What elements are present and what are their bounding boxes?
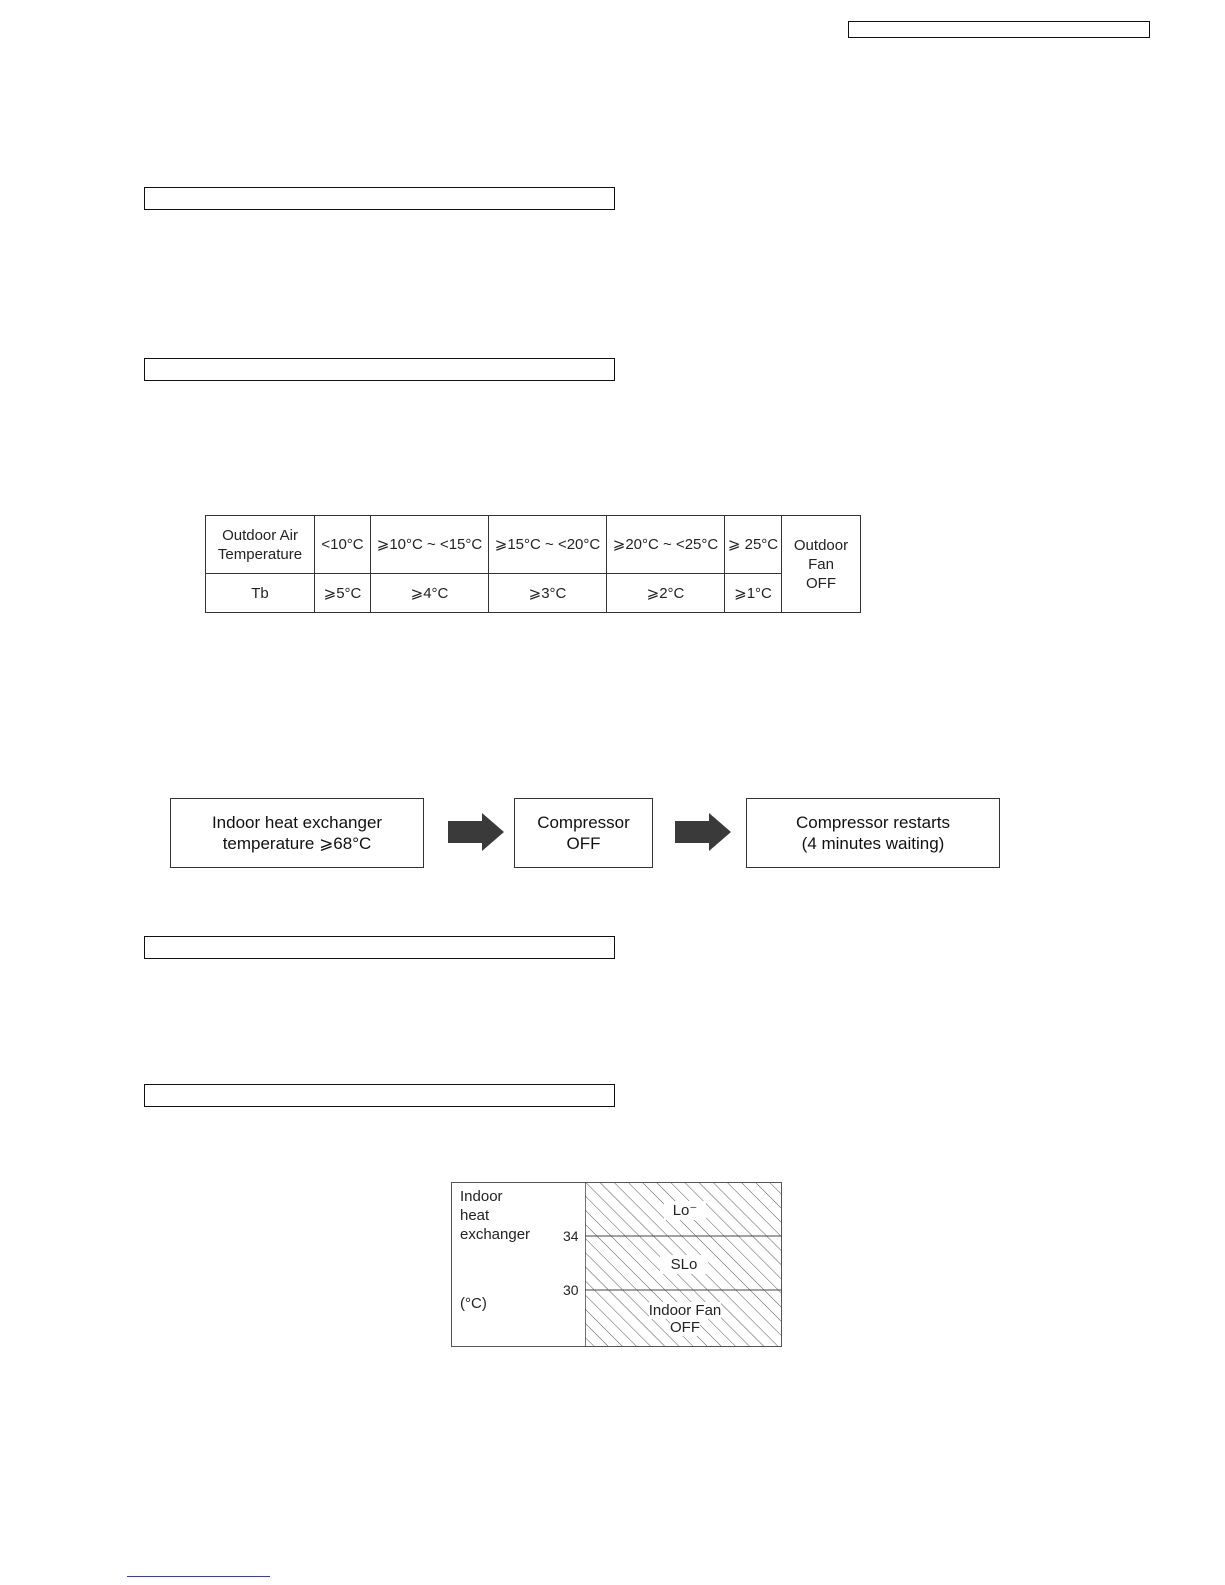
flow-step-heat-exchanger (170, 798, 424, 868)
fan-off-line: Fan (808, 555, 834, 573)
flow-text: Compressor (537, 813, 630, 832)
fan-chart-unit: (°C) (460, 1295, 487, 1312)
flow-text: OFF (566, 834, 601, 853)
zone-lo-label: Lo⁻ (664, 1201, 706, 1220)
table-row (206, 516, 861, 574)
zone-text: Indoor Fan (648, 1302, 722, 1319)
section-heading-box-1 (144, 187, 615, 210)
table-row (206, 574, 861, 613)
fan-off-line: Outdoor (793, 536, 849, 554)
footer-link-underline (127, 1576, 270, 1577)
range-cell: ⩾15°C ~ <20°C (489, 516, 607, 574)
tb-label: Tb (206, 574, 315, 613)
header-box (848, 21, 1150, 38)
axis-label-line: heat (460, 1207, 490, 1224)
flow-step-compressor-off (514, 798, 653, 868)
table-row-header (206, 516, 315, 574)
tb-cell: ⩾1°C (725, 574, 782, 613)
tb-cell: ⩾5°C (315, 574, 371, 613)
fan-off-line: OFF (806, 574, 836, 592)
range-cell: ⩾10°C ~ <15°C (371, 516, 489, 574)
right-arrow-icon (448, 813, 504, 851)
flow-text: Compressor restarts (796, 813, 950, 832)
outdoor-temperature-table (205, 515, 861, 613)
flow-text: temperature ⩾68°C (222, 834, 372, 853)
range-cell: <10°C (315, 516, 371, 574)
section-heading-box-2 (144, 358, 615, 381)
tb-cell: ⩾4°C (371, 574, 489, 613)
threshold-34: 34 (563, 1228, 579, 1244)
section-heading-box-3 (144, 936, 615, 959)
zone-slo-label: SLo (660, 1255, 708, 1274)
axis-label-line: Indoor (460, 1188, 503, 1205)
zone-fan-off-label (646, 1302, 724, 1336)
range-cell: ⩾20°C ~ <25°C (607, 516, 725, 574)
threshold-30: 30 (563, 1282, 579, 1298)
outdoor-fan-off-cell (782, 516, 861, 613)
zone-text: OFF (670, 1319, 700, 1336)
axis-label-line: exchanger (460, 1226, 531, 1243)
tb-cell: ⩾3°C (489, 574, 607, 613)
range-cell: ⩾ 25°C (725, 516, 782, 574)
tb-cell: ⩾2°C (607, 574, 725, 613)
flow-text: Indoor heat exchanger (211, 813, 383, 832)
outdoor-air-label: Outdoor Air Temperature (217, 526, 303, 563)
section-heading-box-4 (144, 1084, 615, 1107)
flow-step-compressor-restarts (746, 798, 1000, 868)
flow-text: (4 minutes waiting) (801, 834, 945, 853)
fan-chart-axis-label (460, 1187, 530, 1244)
right-arrow-icon (675, 813, 731, 851)
